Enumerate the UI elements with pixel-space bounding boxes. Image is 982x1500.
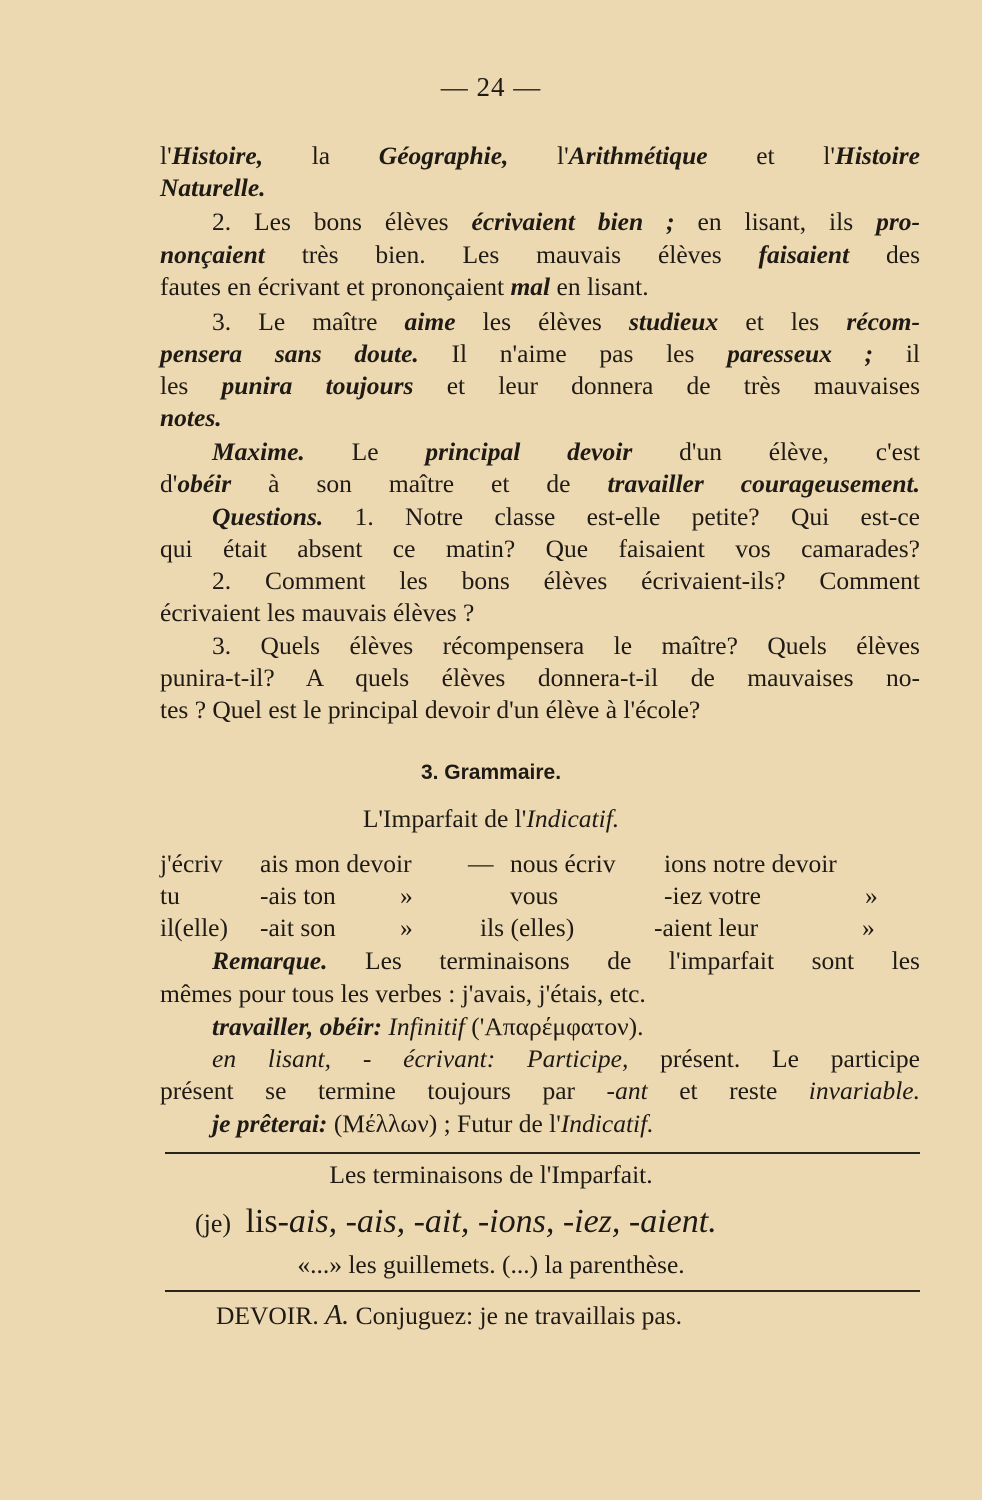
text-line-11: d'obéir à son maître et de travailler courageusement. (160, 469, 920, 498)
conj-cell: » (400, 881, 413, 910)
text-line-18: tes ? Quel est le principal devoir d'un élève à l'école? (160, 695, 701, 724)
box-title: Les terminaisons de l'Imparfait. (329, 1160, 653, 1189)
punctuation-line: «...» les guillemets. (...) la parenthèse. (297, 1250, 685, 1279)
text-line-5: fautes en écrivant et prononçaient mal en lisant. (160, 272, 649, 301)
conj-cell: ils (elles) (480, 913, 575, 942)
text-line-17: punira-t-il? A quels élèves donnera-t-il de mauvaises no- (160, 663, 920, 692)
conj-cell: -aient leur (654, 913, 759, 942)
text-line-15: écrivaient les mauvais élèves ? (160, 598, 475, 627)
remark-line-6: je prêterai: (Μέλλων) ; Futur de l'Indicatif. (212, 1109, 654, 1138)
remark-line-3: travailler, obéir: Infinitif ('Απαρέμφατον). (212, 1012, 644, 1041)
text-line-7: pensera sans doute. Il n'aime pas les paresseux ; il (160, 339, 921, 368)
text-line-13: qui était absent ce matin? Que faisaient vos camarades? (160, 534, 920, 563)
conj-cell: nous écriv (510, 849, 616, 878)
devoir-line: DEVOIR. A. Conjuguez: je ne travaillais pas. (216, 1300, 683, 1331)
text-line-9: notes. (160, 403, 222, 432)
conj-cell: tu (160, 881, 180, 910)
text-line-4: nonçaient très bien. Les mauvais élèves faisaient des (160, 240, 921, 269)
text-line-1: l'Histoire, la Géographie, l'Arithmétique et l'Histoire (160, 141, 920, 170)
conj-cell: -iez votre (664, 881, 761, 910)
page-number: — 24 — (440, 72, 542, 102)
conj-cell: -ait son (260, 913, 336, 942)
text-line-14: 2. Comment les bons élèves écrivaient-ils? Comment (212, 566, 920, 595)
conj-cell: il(elle) (160, 913, 228, 942)
endings-line: (je) lis-ais, -ais, -ait, -ions, -iez, -aient. (195, 1203, 717, 1240)
text-line-3: 2. Les bons élèves écrivaient bien ; en lisant, ils pro- (212, 207, 920, 236)
bottom-rule (165, 1290, 920, 1292)
remark-line-4: en lisant, - écrivant: Participe, présent. Le participe (212, 1044, 920, 1073)
text-line-8: les punira toujours et leur donnera de très mauvaises (160, 371, 920, 400)
text-line-12: Questions. 1. Notre classe est-elle petite? Qui est-ce (212, 502, 920, 531)
text-line-2: Naturelle. (160, 173, 266, 202)
remark-line-2: mêmes pour tous les verbes : j'avais, j'étais, etc. (160, 979, 646, 1008)
text-line-10: Maxime. Le principal devoir d'un élève, c'est (212, 437, 920, 466)
section-title: 3. Grammaire. (420, 761, 562, 784)
section-subtitle: L'Imparfait de l'Indicatif. (362, 804, 620, 833)
top-rule (165, 1152, 920, 1154)
text-line-6: 3. Le maître aime les élèves studieux et les récom- (212, 307, 921, 336)
conj-cell: » (862, 913, 875, 942)
text-line-16: 3. Quels élèves récompensera le maître? Quels élèves (212, 631, 920, 660)
conj-cell: — (468, 849, 494, 878)
conj-cell: ions notre devoir (664, 849, 837, 878)
conj-cell: » (400, 913, 413, 942)
conj-cell: vous (510, 881, 559, 910)
remark-line-1: Remarque. Les terminaisons de l'imparfait sont les (212, 946, 920, 975)
conj-cell: -ais ton (260, 881, 336, 910)
conj-cell: » (865, 881, 878, 910)
conj-cell: j'écriv (160, 849, 223, 878)
remark-line-5: présent se termine toujours par -ant et reste invariable. (160, 1076, 920, 1105)
conj-cell: ais mon devoir (260, 849, 412, 878)
